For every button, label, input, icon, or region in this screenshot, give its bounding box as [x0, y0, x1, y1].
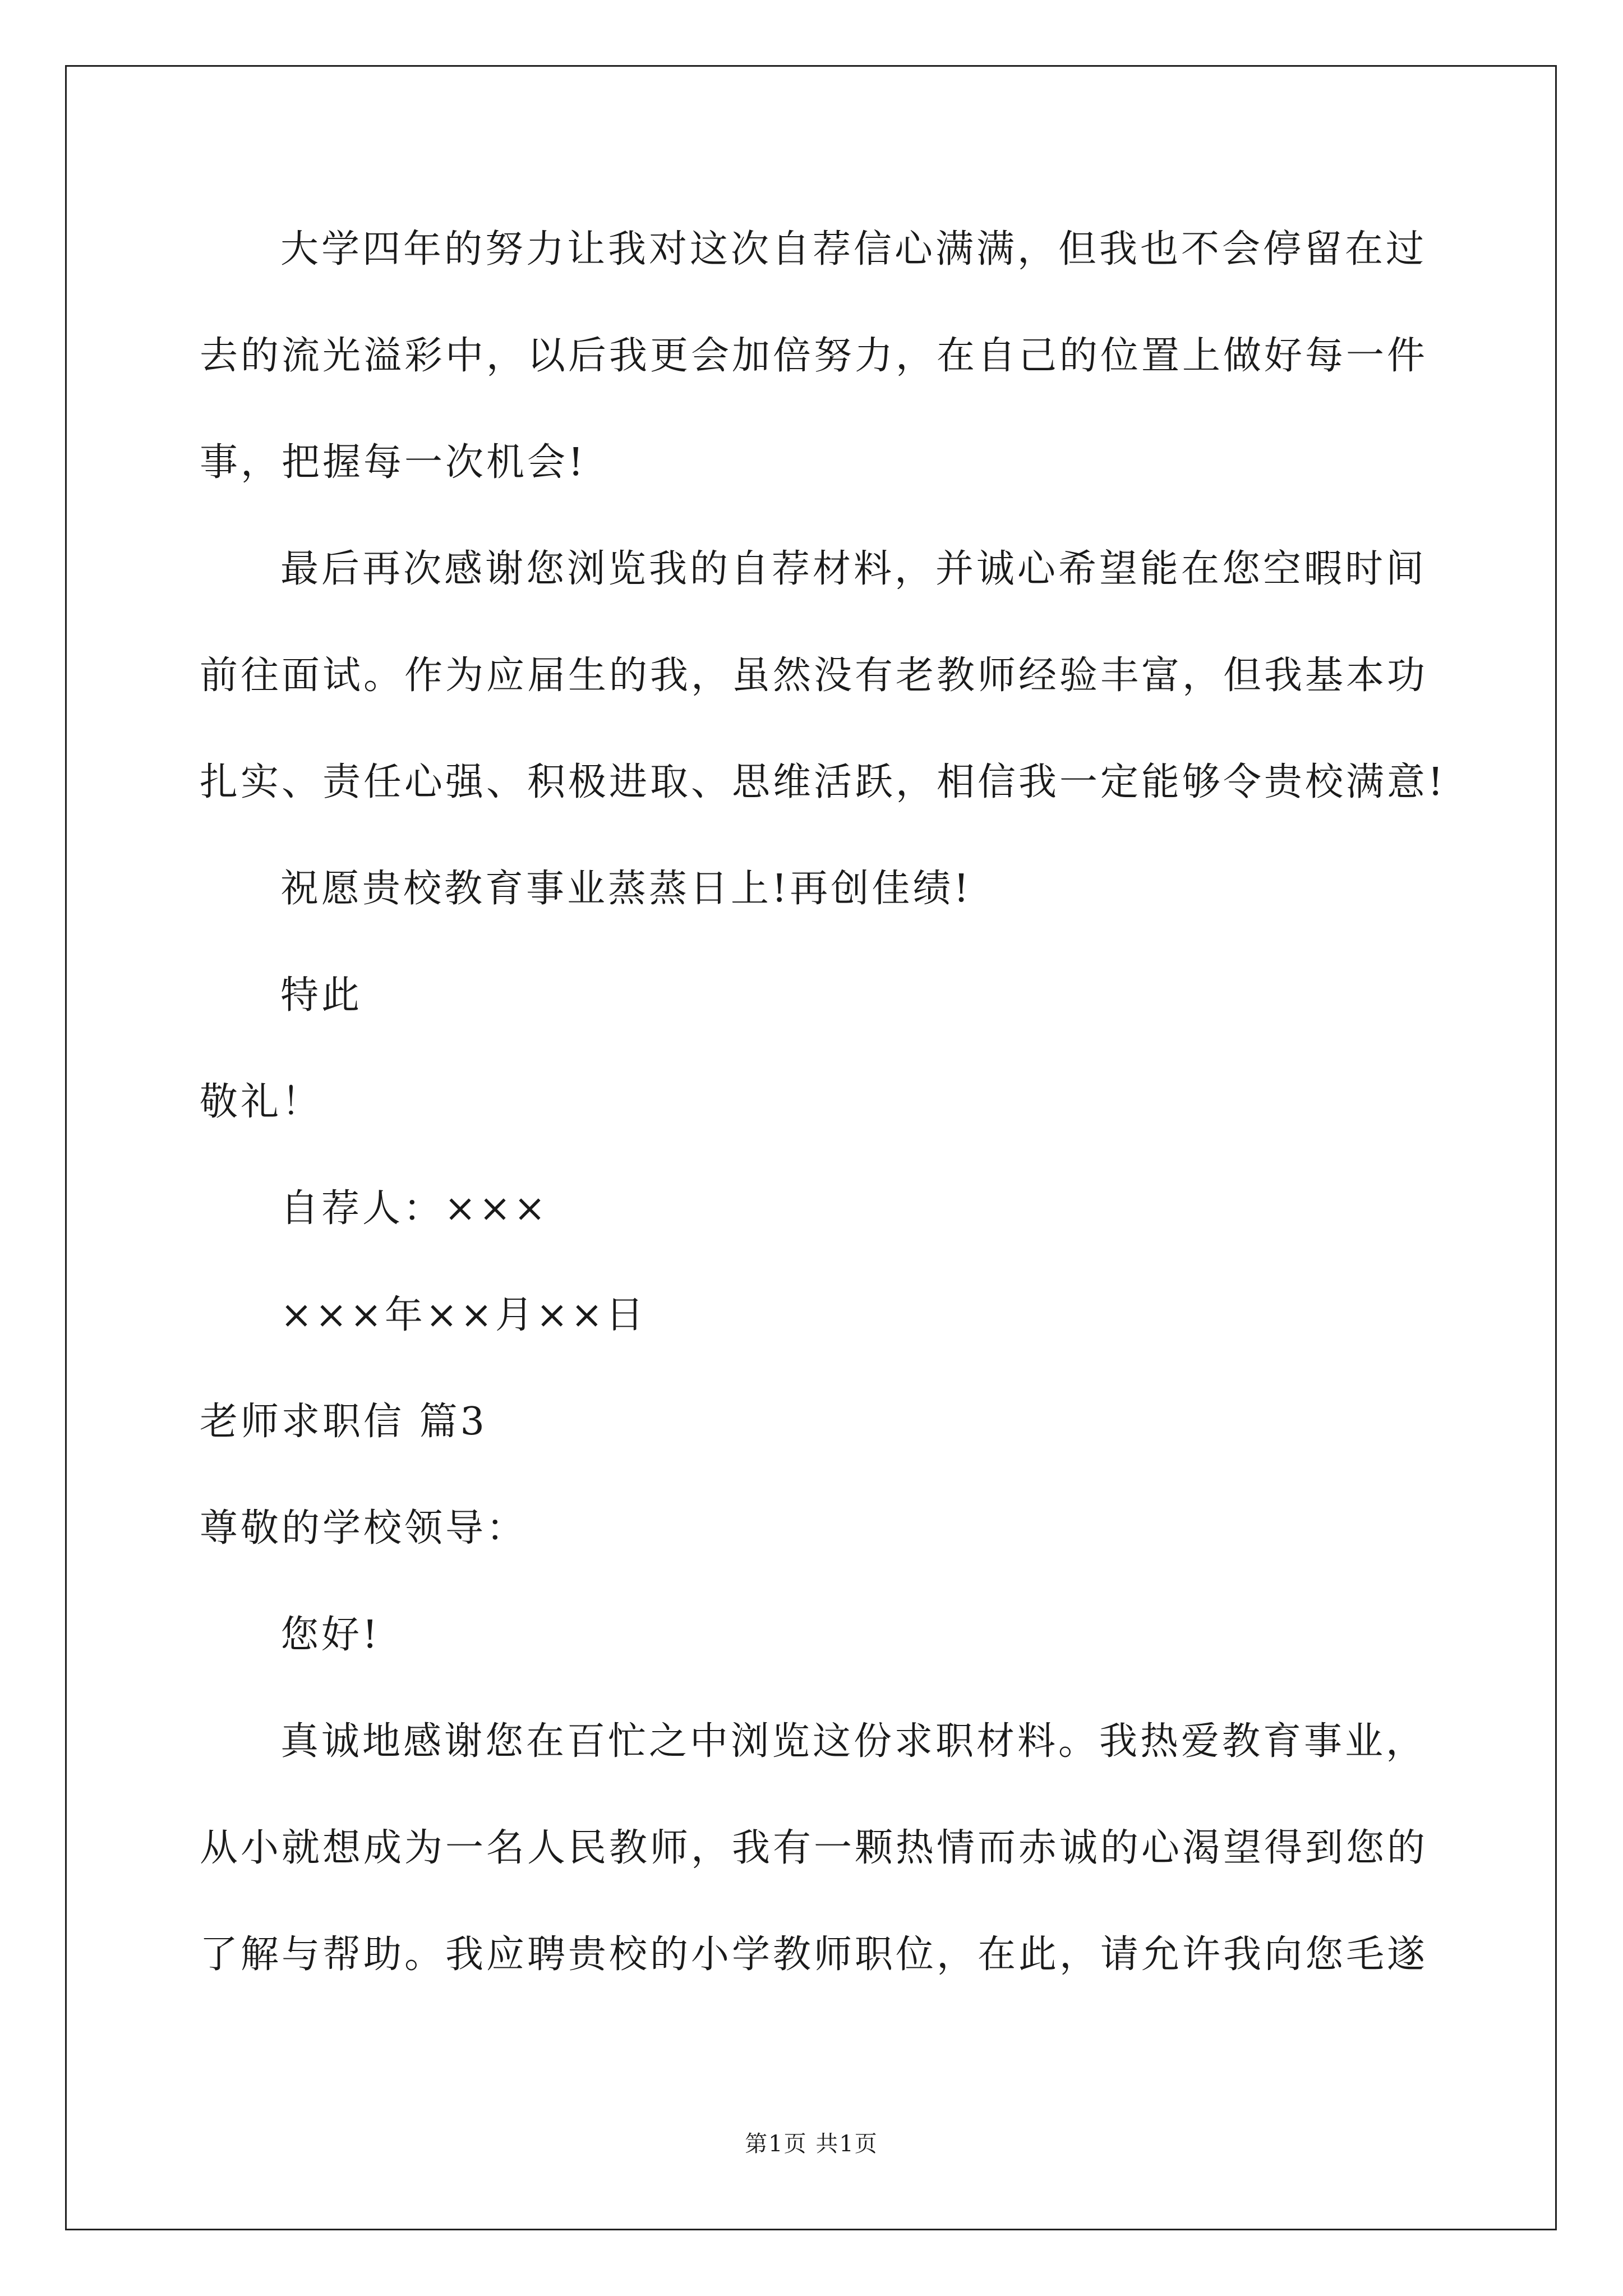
salutation-closing: 敬礼！	[200, 1080, 323, 1124]
paragraph-line-5: 前往面试。作为应届生的我，虽然没有老教师经验丰富，但我基本功	[200, 654, 1428, 698]
signature-line: 自荐人：×××	[280, 1186, 548, 1231]
section-heading: 老师求职信 篇3	[200, 1400, 487, 1444]
paragraph-line-4: 最后再次感谢您浏览我的自荐材料，并诚心希望能在您空暇时间	[280, 547, 1427, 591]
paragraph-line-3: 事，把握每一次机会!	[200, 440, 587, 485]
paragraph-line-6: 扎实、责任心强、积极进取、思维活跃，相信我一定能够令贵校满意!	[200, 760, 1446, 804]
greeting-recipient: 尊敬的学校领导：	[200, 1506, 528, 1550]
paragraph-line-2: 去的流光溢彩中，以后我更会加倍努力，在自己的位置上做好每一件	[200, 334, 1428, 378]
greeting: 您好!	[280, 1613, 381, 1657]
paragraph-line-1: 大学四年的努力让我对这次自荐信心满满，但我也不会停留在过	[280, 227, 1427, 272]
date-line: ×××年××月××日	[280, 1293, 647, 1337]
page-footer: 第1页 共1页	[745, 2131, 878, 2157]
page-border	[65, 65, 1557, 2230]
paragraph-line-16: 从小就想成为一名人民教师，我有一颗热情而赤诚的心渴望得到您的	[200, 1826, 1428, 1870]
paragraph-line-15: 真诚地感谢您在百忙之中浏览这份求职材料。我热爱教育事业，	[280, 1719, 1427, 1764]
paragraph-line-17: 了解与帮助。我应聘贵校的小学教师职位，在此，请允许我向您毛遂	[200, 1932, 1428, 1977]
closing-text: 特此	[280, 973, 363, 1018]
paragraph-line-7: 祝愿贵校教育事业蒸蒸日上!再创佳绩!	[280, 867, 972, 911]
